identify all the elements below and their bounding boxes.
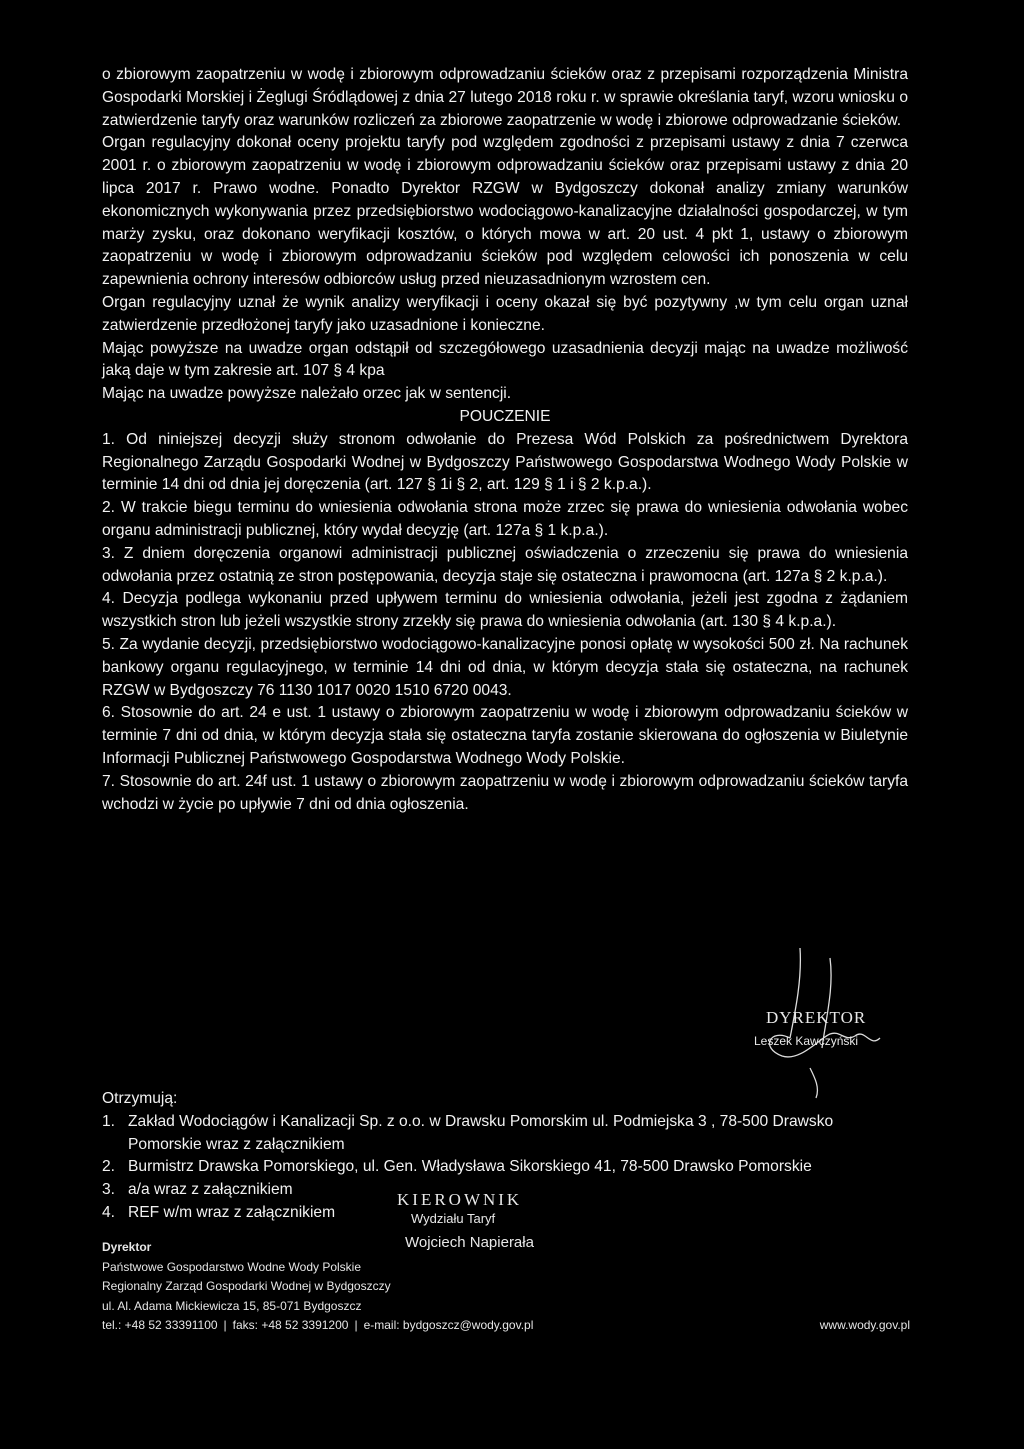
footer-address: ul. Al. Adama Mickiewicza 15, 85-071 Bydgoszcz: [102, 1298, 362, 1313]
recipients-heading: Otrzymują:: [102, 1090, 178, 1107]
body-paragraph-3: Organ regulacyjny uznał że wynik analizy weryfikacji i oceny okazał się być pozytywny ,w tym celu organ uznał zatwierdzenie przedłożonej taryfy jako uzasadnione i konieczne.: [102, 293, 908, 334]
stamp-title: KIEROWNIK: [397, 1190, 523, 1209]
recipient-2: 2. Burmistrz Drawska Pomorskiego, ul. Gen. Władysława Sikorskiego 41, 78-500 Drawsko Pomorskie: [102, 1158, 812, 1176]
footer-tel: tel.: +48 52 33391100: [102, 1318, 218, 1332]
director-signature-stamp: [730, 938, 920, 1108]
footer-title: Dyrektor: [102, 1240, 152, 1254]
decision-body: [102, 64, 908, 816]
pouczenie-item-1: 1. Od niniejszej decyzji służy stronom odwołanie do Prezesa Wód Polskich za pośrednictwem Dyrektora Regionalnego Zarządu Gospodarki Wodnej w Bydgoszczy Państwowego Gospodarstwa Wodnego Wody Polskie w terminie 14 dni od dnia jej doręczenia (art. 127 § 1i § 2, art. 129 § 1 i § 2 k.p.a.).: [102, 430, 908, 494]
body-paragraph-2: Organ regulacyjny dokonał oceny projektu taryfy pod względem zgodności z przepisami ustawy z dnia 7 czerwca 2001 r. o zbiorowym zaopatrzeniu w wodę i zbiorowym odprowadzaniu ścieków oraz przepisami ustawy z dnia 20 lipca 2017 r. Prawo wodne. Ponadto Dyrektor RZGW w Bydgoszczy dokonał analizy zmiany warunków ekonomicznych wykonywania przez przedsiębiorstwo wodociągowo-kanalizacyjne działalności gospodarczej, w tym marży zysku, oraz dokonano weryfikacji kosztów, o których mowa w art. 20 ust. 4 pkt 1, ustawy o zbiorowym zaopatrzeniu w wodę i zbiorowym odprowadzaniu ścieków pod względem celowości ich ponoszenia w celu zapewnienia ochrony interesów odbiorców usług przed nieuzasadnionym wzrostem cen.: [102, 134, 908, 289]
body-paragraph-5: Mając na uwadze powyższe należało orzec jak w sentencji.: [102, 385, 512, 403]
recipient-4: 4. REF w/m wraz z załącznikiem: [102, 1203, 336, 1221]
pouczenie-item-4: 4. Decyzja podlega wykonaniu przed upływem terminu do wniesienia odwołania, jeżeli jest zgodna z żądaniem wszystkich stron lub jeżeli wszystkie strony zrzekły się prawa do wniesienia odwołania (art. 130 § 4 k.p.a.).: [102, 590, 908, 631]
signature-title: DYREKTOR: [766, 1008, 867, 1027]
footer-fax: faks: +48 52 3391200: [232, 1318, 349, 1332]
footer-website[interactable]: www.wody.gov.pl: [819, 1318, 910, 1332]
body-paragraph-4: Mając powyższe na uwadze organ odstąpił od szczegółowego uzasadnienia decyzji mając na uwadze możliwość jaką daje w tym zakresie art. 107 § 4 kpa: [102, 339, 908, 380]
recipient-1: 1. Zakład Wodociągów i Kanalizacji Sp. z o.o. w Drawsku Pomorskim ul. Podmiejska 3 , 78-500 Drawsko: [102, 1112, 834, 1130]
pouczenie-item-6: 6. Stosownie do art. 24 e ust. 1 ustawy o zbiorowym zaopatrzeniu w wodę i zbiorowym odprowadzaniu ścieków w terminie 7 dni od dnia, w którym decyzja stała się ostateczna taryfa zostanie skierowana do ogłoszenia w Biuletynie Informacji Publicznej Państwowego Gospodarstwa Wodnego Wody Polskie.: [102, 704, 908, 767]
footer-contact: tel.: +48 52 33391100 | faks: +48 52 3391200 | e-mail: bydgoszcz@wody.gov.pl www.wody.gov.pl: [102, 1316, 910, 1336]
footer-org1: Państwowe Gospodarstwo Wodne Wody Polskie: [102, 1259, 362, 1274]
pouczenie-item-2: 2. W trakcie biegu terminu do wniesienia odwołania strona może zrzec się prawa do wniesienia odwołania wobec organu administracji publicznej, który wydał decyzję (art. 127a § 1 k.p.a.).: [102, 499, 908, 539]
pouczenie-item-7: 7. Stosownie do art. 24f ust. 1 ustawy o zbiorowym zaopatrzeniu w wodę i zbiorowym odprowadzaniu ścieków taryfa wchodzi w życie po upływie 7 dni od dnia ogłoszenia.: [102, 772, 908, 813]
footer-email[interactable]: e-mail: bydgoszcz@wody.gov.pl: [363, 1318, 534, 1332]
signature-name: Leszek Kawczyński: [754, 1034, 859, 1048]
footer: [102, 1238, 910, 1336]
footer-org2: Regionalny Zarząd Gospodarki Wodnej w Bydgoszczy: [102, 1279, 391, 1293]
pouczenie-heading: POUCZENIE: [459, 407, 551, 425]
pouczenie-item-3: 3. Z dniem doręczenia organowi administracji publicznej oświadczenia o zrzeczeniu się prawa do wniesienia odwołania przez ostatnią ze stron postępowania, decyzja staje się ostateczna i prawomocna (art. 127a § 2 k.p.a.).: [102, 544, 908, 585]
recipient-1-cont: Pomorskie wraz z załącznikiem: [128, 1135, 345, 1153]
stamp-name: Wojciech Napierała: [405, 1234, 534, 1251]
body-paragraph-1: o zbiorowym zaopatrzeniu w wodę i zbiorowym odprowadzaniu ścieków oraz z przepisami rozporządzenia Ministra Gospodarki Morskiej i Żeglugi Śródlądowej z dnia 27 lutego 2018 roku r. w sprawie określania taryf, wzoru wniosku o zatwierdzenie taryfy oraz warunków rozliczeń za zbiorowe zaopatrzenie w wodę i zbiorowe odprowadzanie ścieków.: [102, 66, 908, 129]
recipient-3: 3. a/a wraz z załącznikiem: [102, 1181, 293, 1199]
pouczenie-item-5: 5. Za wydanie decyzji, przedsiębiorstwo wodociągowo-kanalizacyjne ponosi opłatę w wysokości 500 zł. Na rachunek bankowy organu regulacyjnego, w terminie 14 dni od dnia, w którym decyzja stała się ostateczna, na rachunek RZGW w Bydgoszczy 76 1130 1017 0020 1510 6720 0043.: [102, 635, 908, 699]
stamp-department: Wydziału Taryf: [411, 1211, 496, 1226]
